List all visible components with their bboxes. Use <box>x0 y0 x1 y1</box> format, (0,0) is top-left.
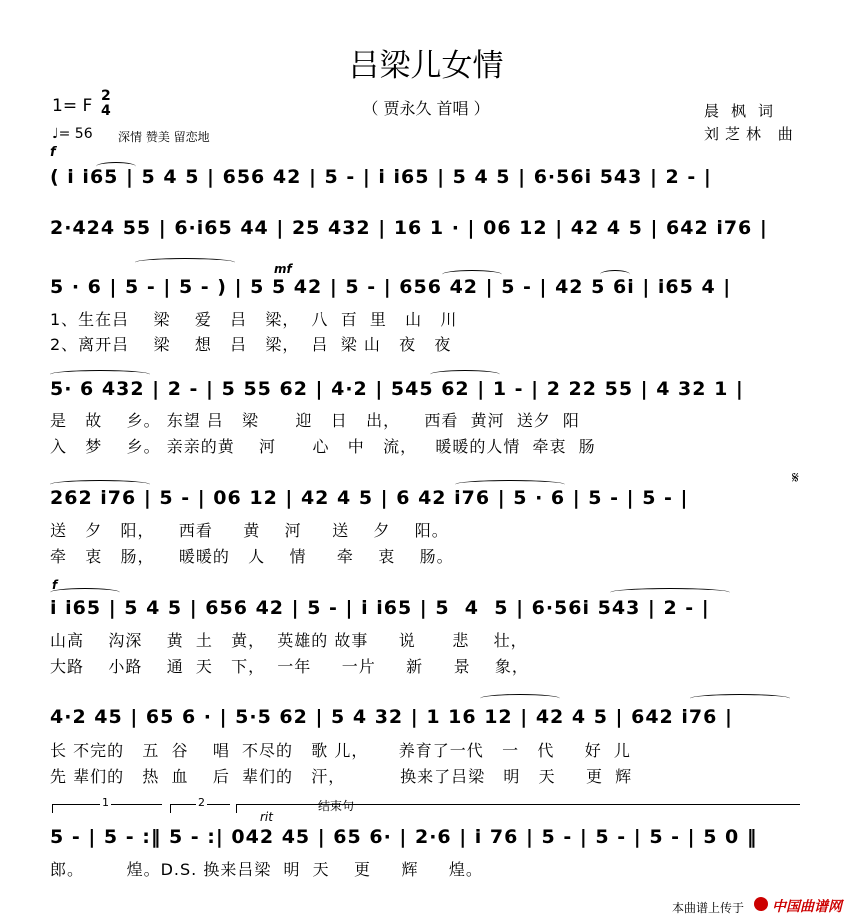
lyrics-verse-2: 2、离开吕 梁 想 吕 梁， 吕 梁 山 夜 夜 <box>50 335 452 354</box>
site-logo[interactable]: 中国曲谱网 <box>772 899 842 915</box>
notation-line-3: 5 · 6 | 5 - | 5 - ) | 5 5 42 | 5 - | 656 42 | 5 - | 42 5 6i | i65 4 | <box>50 276 732 298</box>
notation-line-2: 2·424 55 | 6·i65 44 | 25 432 | 16 1 · | 06 12 | 42 4 5 | 642 i76 | <box>50 217 768 239</box>
song-title: 吕梁儿女情 <box>348 48 504 84</box>
lyrics-verse-2: 入 梦 乡。 亲亲的黄 河 心 中 流， 暖暖的人情 牵衷 肠 <box>50 437 596 456</box>
notation-line-1: ( i i65 | 5 4 5 | 656 42 | 5 - | i i65 | 5 4 5 | 6·56i 543 | 2 - | <box>50 166 712 188</box>
lyrics-verse-2: 牵 衷 肠， 暖暖的 人 情 牵 衷 肠。 <box>50 547 454 566</box>
segno-sign: 𝄋 <box>792 468 799 487</box>
time-signature-bottom: 4 <box>101 103 111 119</box>
volta-2-bracket <box>170 796 230 813</box>
lyrics-verse-2: 先 辈们的 热 血 后 辈们的 汗， 换来了吕梁 明 天 更 辉 <box>50 767 633 786</box>
time-signature-top: 2 <box>101 88 111 104</box>
lyrics-verse-1: 长 不完的 五 谷 唱 不尽的 歌 儿， 养育了一代 一 代 好 儿 <box>50 741 631 760</box>
slur <box>610 588 730 597</box>
volta-2-label: 2 <box>198 796 205 809</box>
ending-label: 结束句 <box>318 799 355 813</box>
composer-credit: 刘芝林 曲 <box>704 125 799 143</box>
notation-line-7: 4·2 45 | 65 6 · | 5·5 62 | 5 4 32 | 1 16 12 | 42 4 5 | 642 i76 | <box>50 706 733 728</box>
upload-note: 本曲谱上传于 <box>672 901 745 915</box>
lyrics-verse-2: 大路 小路 通 天 下， 一年 一片 新 景 象， <box>50 657 529 676</box>
ritardando-marking: rit <box>260 810 273 824</box>
slur <box>480 694 560 703</box>
site-logo-icon <box>754 897 768 911</box>
lyrics-final: 郎。 煌。D.S. 换来吕梁 明 天 更 辉 煌。 <box>50 860 483 879</box>
expression-marking: 深情 赞美 留恋地 <box>118 130 210 144</box>
volta-1-bracket <box>52 796 162 813</box>
dynamic-forte: f <box>50 145 56 160</box>
lyrics-verse-1: 是 故 乡。 东望 吕 梁 迎 日 出， 西看 黄河 送夕 阳 <box>50 411 580 430</box>
lyrics-verse-1: 1、生在吕 梁 爱 吕 梁， 八 百 里 山 川 <box>50 310 458 329</box>
notation-line-8: 5 - | 5 - :‖ 5 - :| 042 45 | 65 6· | 2·6 | i 76 | 5 - | 5 - | 5 - | 5 0 ‖ <box>50 826 758 848</box>
dynamic-mezzo-forte: mf <box>274 262 292 276</box>
volta-1-label: 1 <box>102 796 109 809</box>
lyricist-credit: 晨枫词 <box>704 102 786 120</box>
key-signature: 1= F <box>52 96 93 116</box>
lyrics-verse-1: 山高 沟深 黄 土 黄， 英雄的 故事 说 悲 壮， <box>50 631 528 650</box>
notation-line-5: 262 i76 | 5 - | 06 12 | 42 4 5 | 6 42 i76 | 5 · 6 | 5 - | 5 - | <box>50 487 689 509</box>
dynamic-forte: f <box>52 578 58 592</box>
slur <box>690 694 790 703</box>
notation-line-4: 5· 6 432 | 2 - | 5 55 62 | 4·2 | 545 62 | 1 - | 2 22 55 | 4 32 1 | <box>50 378 744 400</box>
slur <box>50 588 120 597</box>
notation-line-6: i i65 | 5 4 5 | 656 42 | 5 - | i i65 | 5 4 5 | 6·56i 543 | 2 - | <box>50 597 710 619</box>
lyrics-verse-1: 送 夕 阳， 西看 黄 河 送 夕 阳。 <box>50 521 449 540</box>
tempo-marking: ♩= 56 <box>52 126 93 142</box>
tie <box>135 258 235 267</box>
performer-subtitle: （ 贾永久 首唱 ） <box>362 99 490 118</box>
